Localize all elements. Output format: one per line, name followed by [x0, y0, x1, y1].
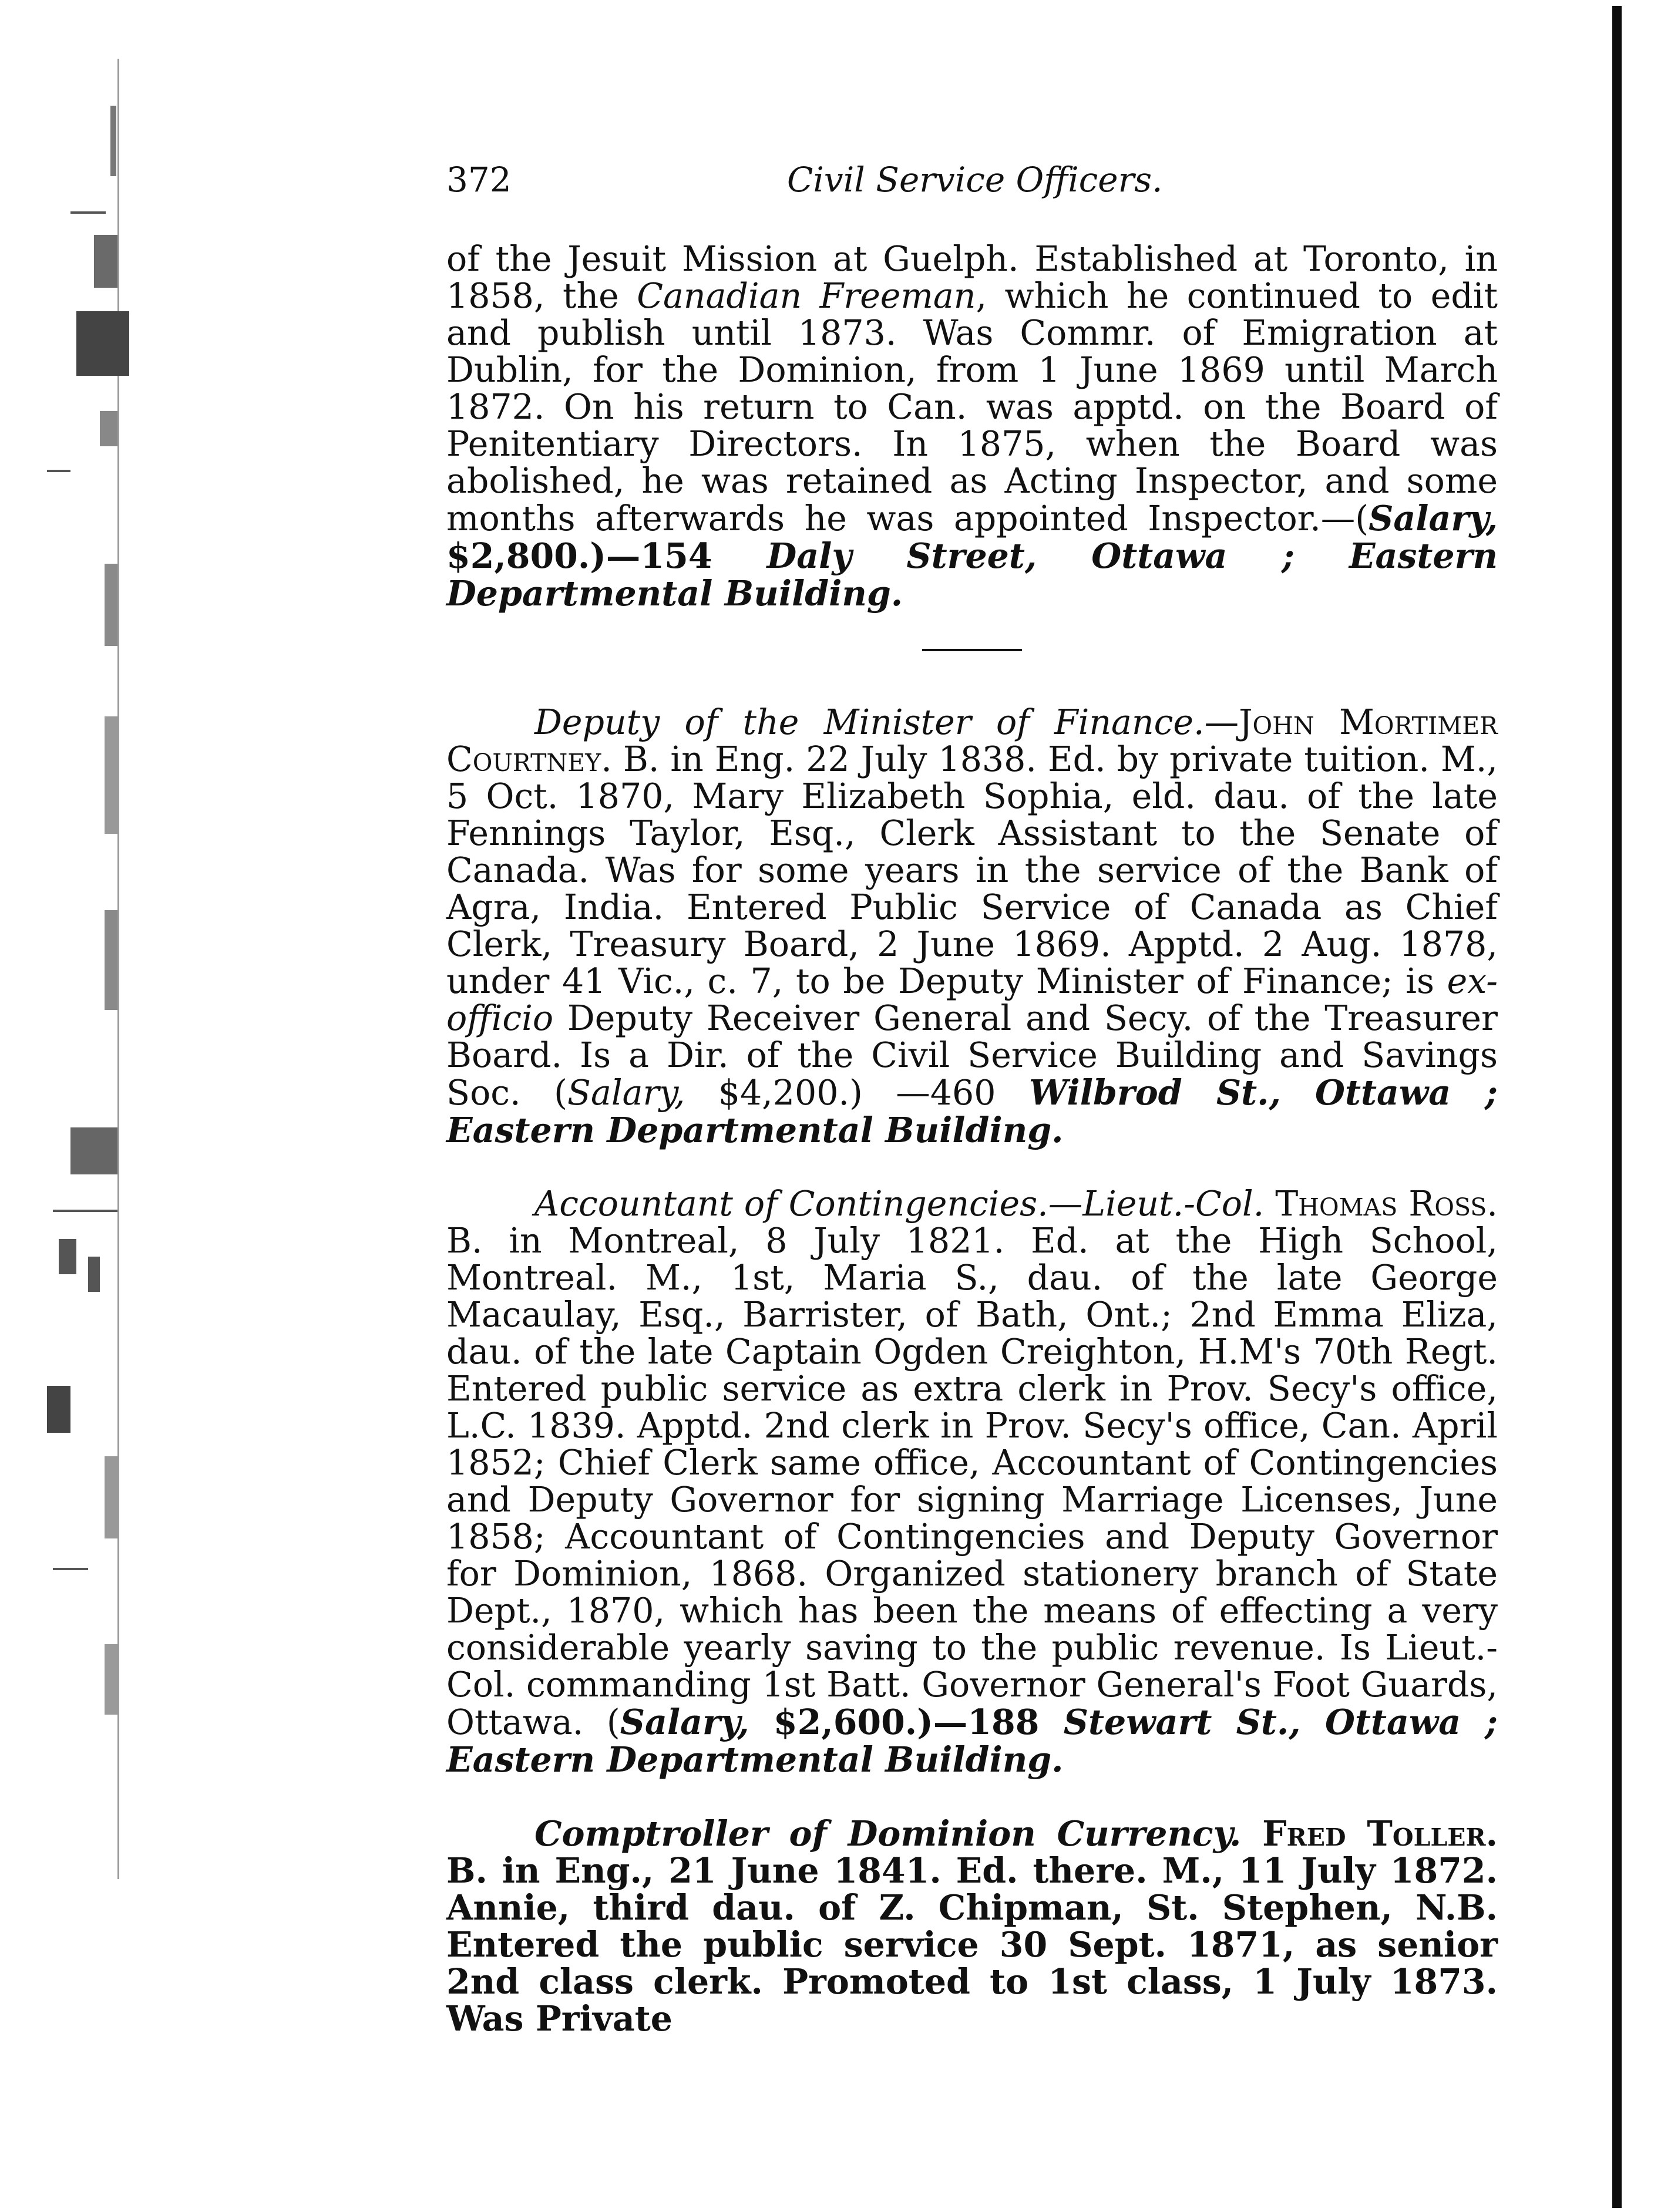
dash: —	[1204, 702, 1239, 742]
continued-entry	[446, 241, 1498, 612]
ex-officio: ex-officio	[446, 961, 1498, 1038]
entry-text: B. in Eng. 22 July 1838. Ed. by private tuition. M., 5 Oct. 1870, Mary Elizabeth Sophia, eld. dau. of the late Fennings Taylor, Esq., Clerk Assistant to the Senate of Canada. Was for some years in the service of the Bank of Agra, India. Entered Public Service of Canada as Chief Clerk, Treasury Board, 2 June 1869. Apptd. 2 Aug. 1878, under 41 Vic., c. 7, to be Deputy Minister of Finance; is	[446, 739, 1498, 1001]
office-title: Comptroller of Dominion Currency.	[534, 1813, 1242, 1854]
newspaper-title: Canadian Freeman	[637, 276, 976, 316]
continued-text-2: , which he continued to edit and publish until 1873. Was Commr. of Emigration at Dublin, for the Dominion, from 1 June 1869 until March 1872. On his return to Can. was apptd. on the Board of Penitentiary Directors. In 1875, when the Board was abolished, he was retained as Acting Inspector, and some months afterwards he was appointed Inspector.—(	[446, 276, 1498, 538]
address: Wilbrod St., Ottawa ; Eastern Departmental Building.	[446, 1072, 1498, 1150]
entry-courtney	[446, 704, 1498, 1149]
address: Daly Street, Ottawa ; Eastern Departmental Building.	[446, 536, 1498, 614]
page-edge-shadow	[1612, 6, 1622, 2208]
salary-label: Salary,	[1369, 498, 1498, 538]
running-title: Civil Service Officers.	[787, 160, 1163, 200]
entry-ross	[446, 1186, 1498, 1779]
office-title: Deputy of the Minister of Finance.	[534, 702, 1205, 742]
entry-text: B. in Eng., 21 June 1841. Ed. there. M., 11 July 1872. Annie, third dau. of Z. Chipman, St. Stephen, N.B. Entered the public service 30 Sept. 1871, as senior 2nd class clerk. Promoted to 1st class, 1 July 1873. Was Private	[446, 1850, 1498, 2039]
section-rule	[922, 649, 1022, 651]
salary-value: $2,800.)—154	[446, 536, 767, 576]
salary-label: Salary,	[620, 1702, 749, 1742]
page-body	[446, 241, 1498, 2073]
entry-text-2: Deputy Receiver General and Secy. of the Treasurer Board. Is a Dir. of the Civil Service Building and Savings Soc. (	[446, 998, 1498, 1113]
page-number: 372	[446, 160, 512, 200]
person-name: Fred Toller.	[1241, 1813, 1498, 1854]
person-name: John Mortimer Courtney.	[446, 702, 1498, 779]
person-name: Thomas Ross.	[1264, 1184, 1498, 1224]
entry-toller	[446, 1815, 1498, 2037]
salary-label: Salary,	[567, 1073, 685, 1113]
binding-gutter-noise	[35, 59, 135, 1879]
continued-text: of the Jesuit Mission at Guelph. Established at Toronto, in 1858, the	[446, 239, 1498, 316]
entry-text: B. in Montreal, 8 July 1821. Ed. at the High School, Montreal. M., 1st, Maria S., dau. of the late George Macaulay, Esq., Barrister, of Bath, Ont.; 2nd Emma Eliza, dau. of the late Captain Ogden Creighton, H.M's 70th Regt. Entered public service as extra clerk in Prov. Secy's office, L.C. 1839. Apptd. 2nd clerk in Prov. Secy's office, Can. April 1852; Chief Clerk same office, Accountant of Contingencies and Deputy Governor for signing Marriage Licenses, June 1858; Accountant of Contingencies and Deputy Governor for Dominion, 1868. Organized stationery branch of State Dept., 1870, which has been the means of effecting a very considerable yearly saving to the public revenue. Is Lieut.-Col. commanding 1st Batt. Governor General's Foot Guards, Ottawa. (	[446, 1221, 1498, 1742]
salary-value: $2,600.)—188	[749, 1702, 1064, 1742]
running-head	[446, 160, 1562, 207]
office-title: Accountant of Contingencies.—Lieut.-Col.	[534, 1184, 1265, 1224]
address: Stewart St., Ottawa ; Eastern Departmental Building.	[446, 1702, 1498, 1780]
salary-value: $4,200.) —460	[685, 1073, 1029, 1113]
